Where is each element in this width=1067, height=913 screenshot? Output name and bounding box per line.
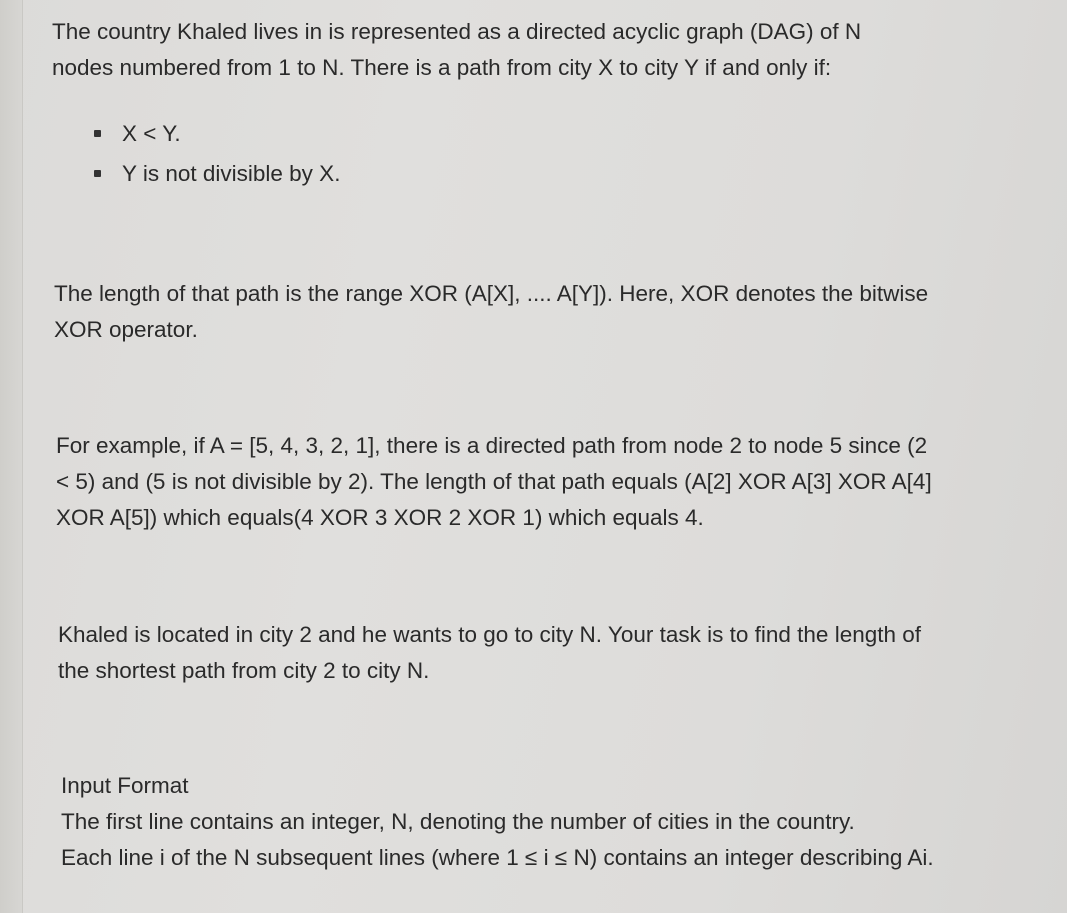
input-format-heading: Input Format [61, 773, 189, 798]
condition-text: X < Y. [122, 121, 181, 146]
intro-paragraph [52, 14, 1047, 86]
condition-item [90, 114, 340, 154]
example-line-3: XOR A[5]) which equals(4 XOR 3 XOR 2 XOR 1) which equals 4. [56, 505, 704, 530]
bullet-icon [94, 170, 101, 177]
length-line-2: XOR operator. [54, 317, 198, 342]
task-line-2: the shortest path from city 2 to city N. [58, 658, 430, 683]
length-definition-paragraph [54, 276, 1049, 348]
bullet-icon [94, 130, 101, 137]
condition-item [90, 154, 340, 194]
left-edge-strip [0, 0, 23, 913]
intro-line-1: The country Khaled lives in is represented as a directed acyclic graph (DAG) of N [52, 19, 862, 44]
task-line-1: Khaled is located in city 2 and he wants to go to city N. Your task is to find the length of [58, 622, 922, 647]
example-paragraph [56, 428, 1051, 536]
length-line-1: The length of that path is the range XOR (A[X], .... A[Y]). Here, XOR denotes the bitwise [54, 281, 929, 306]
example-line-2: < 5) and (5 is not divisible by 2). The length of that path equals (A[2] XOR A[3] XOR A[4] [56, 469, 932, 494]
intro-line-2: nodes numbered from 1 to N. There is a path from city X to city Y if and only if: [52, 55, 832, 80]
input-format-line-1: The first line contains an integer, N, denoting the number of cities in the country. [61, 809, 855, 834]
task-paragraph [58, 617, 1053, 689]
conditions-list [90, 114, 340, 194]
condition-text: Y is not divisible by X. [122, 161, 341, 186]
input-format-section [61, 768, 1056, 876]
input-format-line-2: Each line i of the N subsequent lines (where 1 ≤ i ≤ N) contains an integer describing Ai. [61, 845, 934, 870]
example-line-1: For example, if A = [5, 4, 3, 2, 1], there is a directed path from node 2 to node 5 since (2 [56, 433, 928, 458]
